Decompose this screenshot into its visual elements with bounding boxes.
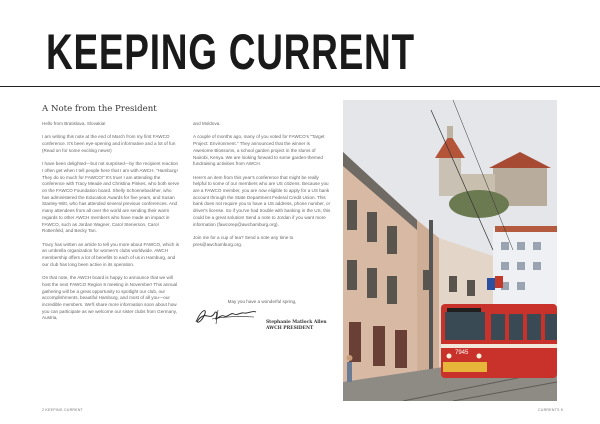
paragraph: On that note, the AWCH board is happy to announce that we will host the next FAWCO Region 8 meeting in November! This annual gathering will be a great opportunity to spotlight our club, our accomplishments, beautiful Hamburg, and most of all you—our incredible members. We'll share more information soon about how you can participate as we welcome our sister clubs from Germany, Austria,	[42, 275, 178, 321]
masthead-rule	[0, 86, 600, 87]
pedestrian-head	[347, 355, 353, 361]
paragraph: I am writing this note at the end of March from my first FAWCO conference. It's been eye-opening and informative and a lot of fun (Read on for some exciting news!)	[42, 134, 176, 153]
street-pole	[429, 220, 433, 380]
paragraph: and Moldova.	[193, 121, 221, 126]
paragraph: Here's an item from this year's conference that might be really helpful to some of our members who are US citizens. Because you are a FAWCO member, you are now eligible to apply for a US bank account through the State Department Federal Credit Union. This bank does not require you to have a US address, phone number, or driver's license. So if you've had trouble with banking in the US, this could be a great solution! Send a note to Jordan if you want more information (fawcorep@awchamburg.org).	[193, 174, 331, 227]
signature-role: AWCH PRESIDENT	[266, 326, 314, 331]
masthead-title: KEEPING CURRENT	[46, 24, 415, 80]
tram-number: 7945	[455, 350, 469, 356]
paragraph: A couple of months ago, many of you voted for FAWCO's "Target Project: Environment." They announced that the winner is Awesome Blossoms, a school garden project in the slums of Nairobi, Kenya. We are looking forward to some garden-themed fundraising activities from AWCH.	[193, 134, 325, 167]
page-footer-left: 2 KEEPING CURRENT	[42, 408, 83, 412]
right-building	[493, 226, 557, 308]
paragraph: I have been delighted—but not surprised—by the recipient reaction I often get when I tell people here that I am with AWCH. "Hamburg! They do so much for FAWCO!" It's true! I am attending the conference with Tracy Meade and Christina Pinkes, who both serve on the FAWCO Foundation board. Shelly Schoenebackher, who has administered the Education Awards for five years, and Susan Stanley-Witt, who has attended several previous conferences. And many attendees from all over the world are sending their warm regards to other AWCH members who have made an impact in FAWCO, such as Jordan Wagner, Carol Stenerson, Carol Rottenfeld, and Becky Tan.	[42, 161, 180, 234]
flag	[487, 278, 495, 290]
article-column-1	[42, 121, 180, 329]
bratislava-street-photo	[343, 100, 557, 401]
article-column-2	[193, 121, 331, 255]
page-footer-right: CURRENTS 5	[538, 408, 563, 412]
article-title: A Note from the President	[42, 104, 157, 114]
paragraph: Hello from Bratislava, Slovakia!	[42, 121, 106, 126]
paragraph: Join me for a cup of tea? Send a note any time to pres@awchamburg.org.	[193, 234, 294, 247]
pedestrian	[347, 362, 352, 382]
handwritten-signature	[192, 304, 260, 328]
paragraph: Tracy has written an article to tell you more about FAWCO, which is an umbrella organization for women's clubs worldwide. AWCH membership offers a lot of benefits to each of us in Hamburg, and our club has long been active in its operation.	[42, 241, 180, 267]
red-tram	[441, 304, 557, 378]
signature-name: Stephanie Matlock Allen	[266, 320, 327, 325]
closing-line: May you have a wonderful spring,	[227, 299, 297, 304]
flag	[495, 276, 503, 288]
trees	[449, 190, 509, 218]
